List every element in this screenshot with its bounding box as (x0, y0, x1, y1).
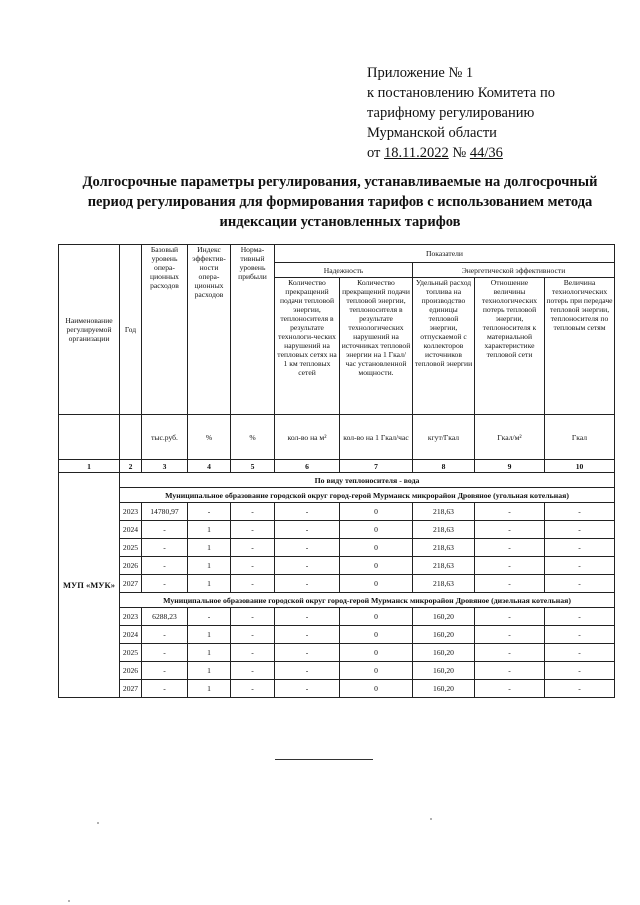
value-cell: - (142, 662, 188, 680)
value-cell: - (475, 680, 545, 698)
value-cell: - (231, 521, 275, 539)
value-cell: - (275, 626, 340, 644)
value-cell: 6288,23 (142, 608, 188, 626)
value-cell: - (275, 539, 340, 557)
value-cell: - (142, 539, 188, 557)
header-energy: Энергетической эффективности (413, 263, 615, 278)
value-cell: - (545, 662, 615, 680)
value-cell: - (275, 608, 340, 626)
value-cell: - (475, 575, 545, 593)
value-cell: - (142, 557, 188, 575)
year-cell: 2023 (120, 503, 142, 521)
value-cell: - (275, 680, 340, 698)
header-line: Мурманской области (367, 125, 497, 141)
document-number: 44/36 (469, 145, 503, 161)
value-cell: - (275, 557, 340, 575)
value-cell: - (231, 503, 275, 521)
header-col7: Количество прекращений подачи тепловой энергии, теплоносителя в результате технологических нарушений на источниках тепловой энергии на 1 Гкал/час установленной мощности. (340, 278, 413, 415)
header-col10: Величина технологических потерь при передаче тепловой энергии, теплоносителя по тепловым сетям (545, 278, 615, 415)
value-cell: 160,20 (413, 626, 475, 644)
unit-cell: % (188, 415, 231, 460)
value-cell: - (275, 662, 340, 680)
header-year: Год (120, 245, 142, 415)
table-row (59, 626, 615, 644)
year-cell: 2026 (120, 662, 142, 680)
value-cell: 1 (188, 644, 231, 662)
value-cell: 218,63 (413, 521, 475, 539)
value-cell: 160,20 (413, 608, 475, 626)
year-cell: 2027 (120, 575, 142, 593)
table-row (59, 557, 615, 575)
value-cell: - (475, 521, 545, 539)
header-col8: Удельный расход топлива на производство единицы тепловой энергии, отпускаемой с коллекторов источников тепловой энергии (413, 278, 475, 415)
column-number: 5 (231, 460, 275, 473)
scan-speck (97, 822, 99, 824)
column-number: 10 (545, 460, 615, 473)
unit-cell: Гкал (545, 415, 615, 460)
value-cell: - (545, 644, 615, 662)
value-cell: - (142, 680, 188, 698)
value-cell: 0 (340, 539, 413, 557)
value-cell: - (231, 575, 275, 593)
value-cell: - (231, 680, 275, 698)
value-cell: 0 (340, 521, 413, 539)
parameters-table (58, 244, 615, 698)
year-cell: 2025 (120, 644, 142, 662)
table-row (59, 503, 615, 521)
value-cell: - (142, 626, 188, 644)
value-cell: 218,63 (413, 557, 475, 575)
table-row (59, 539, 615, 557)
value-cell: - (475, 539, 545, 557)
value-cell: 218,63 (413, 503, 475, 521)
value-cell: 1 (188, 539, 231, 557)
column-number: 8 (413, 460, 475, 473)
value-cell: - (275, 503, 340, 521)
value-cell: 0 (340, 608, 413, 626)
unit-cell: Гкал/м² (475, 415, 545, 460)
value-cell: - (545, 575, 615, 593)
header-reliability: Надежность (275, 263, 413, 278)
header-date-line (367, 143, 632, 163)
value-cell: - (275, 521, 340, 539)
value-cell: - (275, 575, 340, 593)
column-number: 2 (120, 460, 142, 473)
header-line: тарифному регулированию (367, 105, 535, 121)
value-cell: - (475, 503, 545, 521)
value-cell: - (275, 644, 340, 662)
value-cell: - (545, 608, 615, 626)
header-base: Базовый уровень опера-ционных расходов (142, 245, 188, 415)
unit-cell: кгут/Гкал (413, 415, 475, 460)
value-cell: 1 (188, 626, 231, 644)
value-cell: - (231, 539, 275, 557)
value-cell: - (142, 575, 188, 593)
header-line: Приложение № 1 (367, 65, 474, 81)
value-cell: - (231, 557, 275, 575)
value-cell: - (545, 626, 615, 644)
value-cell: - (545, 557, 615, 575)
value-cell: 0 (340, 557, 413, 575)
header-profit: Норма-тивный уровень прибыли (231, 245, 275, 415)
value-cell: - (545, 503, 615, 521)
value-cell: 1 (188, 521, 231, 539)
group-title: Муниципальное образование городской округ город-герой Мурманск микрорайон Дровяное (угольная котельная) (120, 488, 615, 503)
value-cell: - (231, 644, 275, 662)
table-row (59, 608, 615, 626)
column-number: 1 (59, 460, 120, 473)
year-cell: 2027 (120, 680, 142, 698)
value-cell: - (545, 521, 615, 539)
year-cell: 2024 (120, 521, 142, 539)
year-cell: 2024 (120, 626, 142, 644)
value-cell: 14780,97 (142, 503, 188, 521)
value-cell: 1 (188, 680, 231, 698)
table-row (59, 644, 615, 662)
header-line: к постановлению Комитета по (367, 85, 555, 101)
value-cell: - (188, 503, 231, 521)
scan-speck (430, 818, 432, 820)
signature-line (275, 759, 373, 760)
value-cell: 0 (340, 626, 413, 644)
table-row (59, 575, 615, 593)
value-cell: - (475, 662, 545, 680)
value-cell: 0 (340, 644, 413, 662)
column-number: 4 (188, 460, 231, 473)
header-index: Индекс эффектив-ности опера-ционных расходов (188, 245, 231, 415)
table-row (59, 521, 615, 539)
value-cell: 0 (340, 575, 413, 593)
value-cell: 1 (188, 662, 231, 680)
value-cell: 0 (340, 680, 413, 698)
value-cell: - (142, 521, 188, 539)
column-numbers-row (59, 460, 615, 473)
year-cell: 2023 (120, 608, 142, 626)
value-cell: - (545, 539, 615, 557)
value-cell: - (475, 608, 545, 626)
value-cell: - (142, 644, 188, 662)
document-date: 18.11.2022 (384, 145, 449, 161)
unit-cell: тыс.руб. (142, 415, 188, 460)
number-prefix: № (452, 145, 467, 161)
group-title: Муниципальное образование городской округ город-герой Мурманск микрорайон Дровяное (дизельная котельная) (120, 593, 615, 608)
value-cell: - (231, 662, 275, 680)
unit-cell: % (231, 415, 275, 460)
value-cell: - (475, 557, 545, 575)
value-cell: 218,63 (413, 539, 475, 557)
value-cell: - (475, 626, 545, 644)
value-cell: - (231, 626, 275, 644)
header-col6: Количество прекращений подачи тепловой энергии, теплоносителя в результате технологи-ческих нарушений на тепловых сетях на 1 км тепловых сетей (275, 278, 340, 415)
value-cell: 0 (340, 503, 413, 521)
table-row (59, 680, 615, 698)
value-cell: 160,20 (413, 662, 475, 680)
value-cell: 218,63 (413, 575, 475, 593)
year-cell: 2025 (120, 539, 142, 557)
date-prefix: от (367, 145, 381, 161)
column-number: 9 (475, 460, 545, 473)
header-org: Наименование регулируемой организации (59, 245, 120, 415)
unit-cell: кол-во на 1 Гкал/час (340, 415, 413, 460)
value-cell: 1 (188, 557, 231, 575)
column-number: 3 (142, 460, 188, 473)
column-number: 7 (340, 460, 413, 473)
document-header (367, 63, 632, 163)
column-number: 6 (275, 460, 340, 473)
value-cell: - (545, 680, 615, 698)
value-cell: 160,20 (413, 644, 475, 662)
header-indicators: Показатели (275, 245, 615, 263)
document-title: Долгосрочные параметры регулирования, устанавливаемые на долгосрочный период регулирования для формирования тарифов с использованием метода индексации установленных тарифов (82, 174, 598, 230)
value-cell: - (475, 644, 545, 662)
unit-cell: кол-во на м² (275, 415, 340, 460)
year-cell: 2026 (120, 557, 142, 575)
table-row (59, 662, 615, 680)
section-title: По виду теплоносителя - вода (120, 473, 615, 488)
value-cell: - (188, 608, 231, 626)
value-cell: 1 (188, 575, 231, 593)
scan-speck (68, 900, 70, 902)
value-cell: 0 (340, 662, 413, 680)
value-cell: 160,20 (413, 680, 475, 698)
organization-name: МУП «МУК» (59, 473, 120, 698)
value-cell: - (231, 608, 275, 626)
header-col9: Отношение величины технологических потерь тепловой энергии, теплоносителя к материальной характеристике тепловой сети (475, 278, 545, 415)
